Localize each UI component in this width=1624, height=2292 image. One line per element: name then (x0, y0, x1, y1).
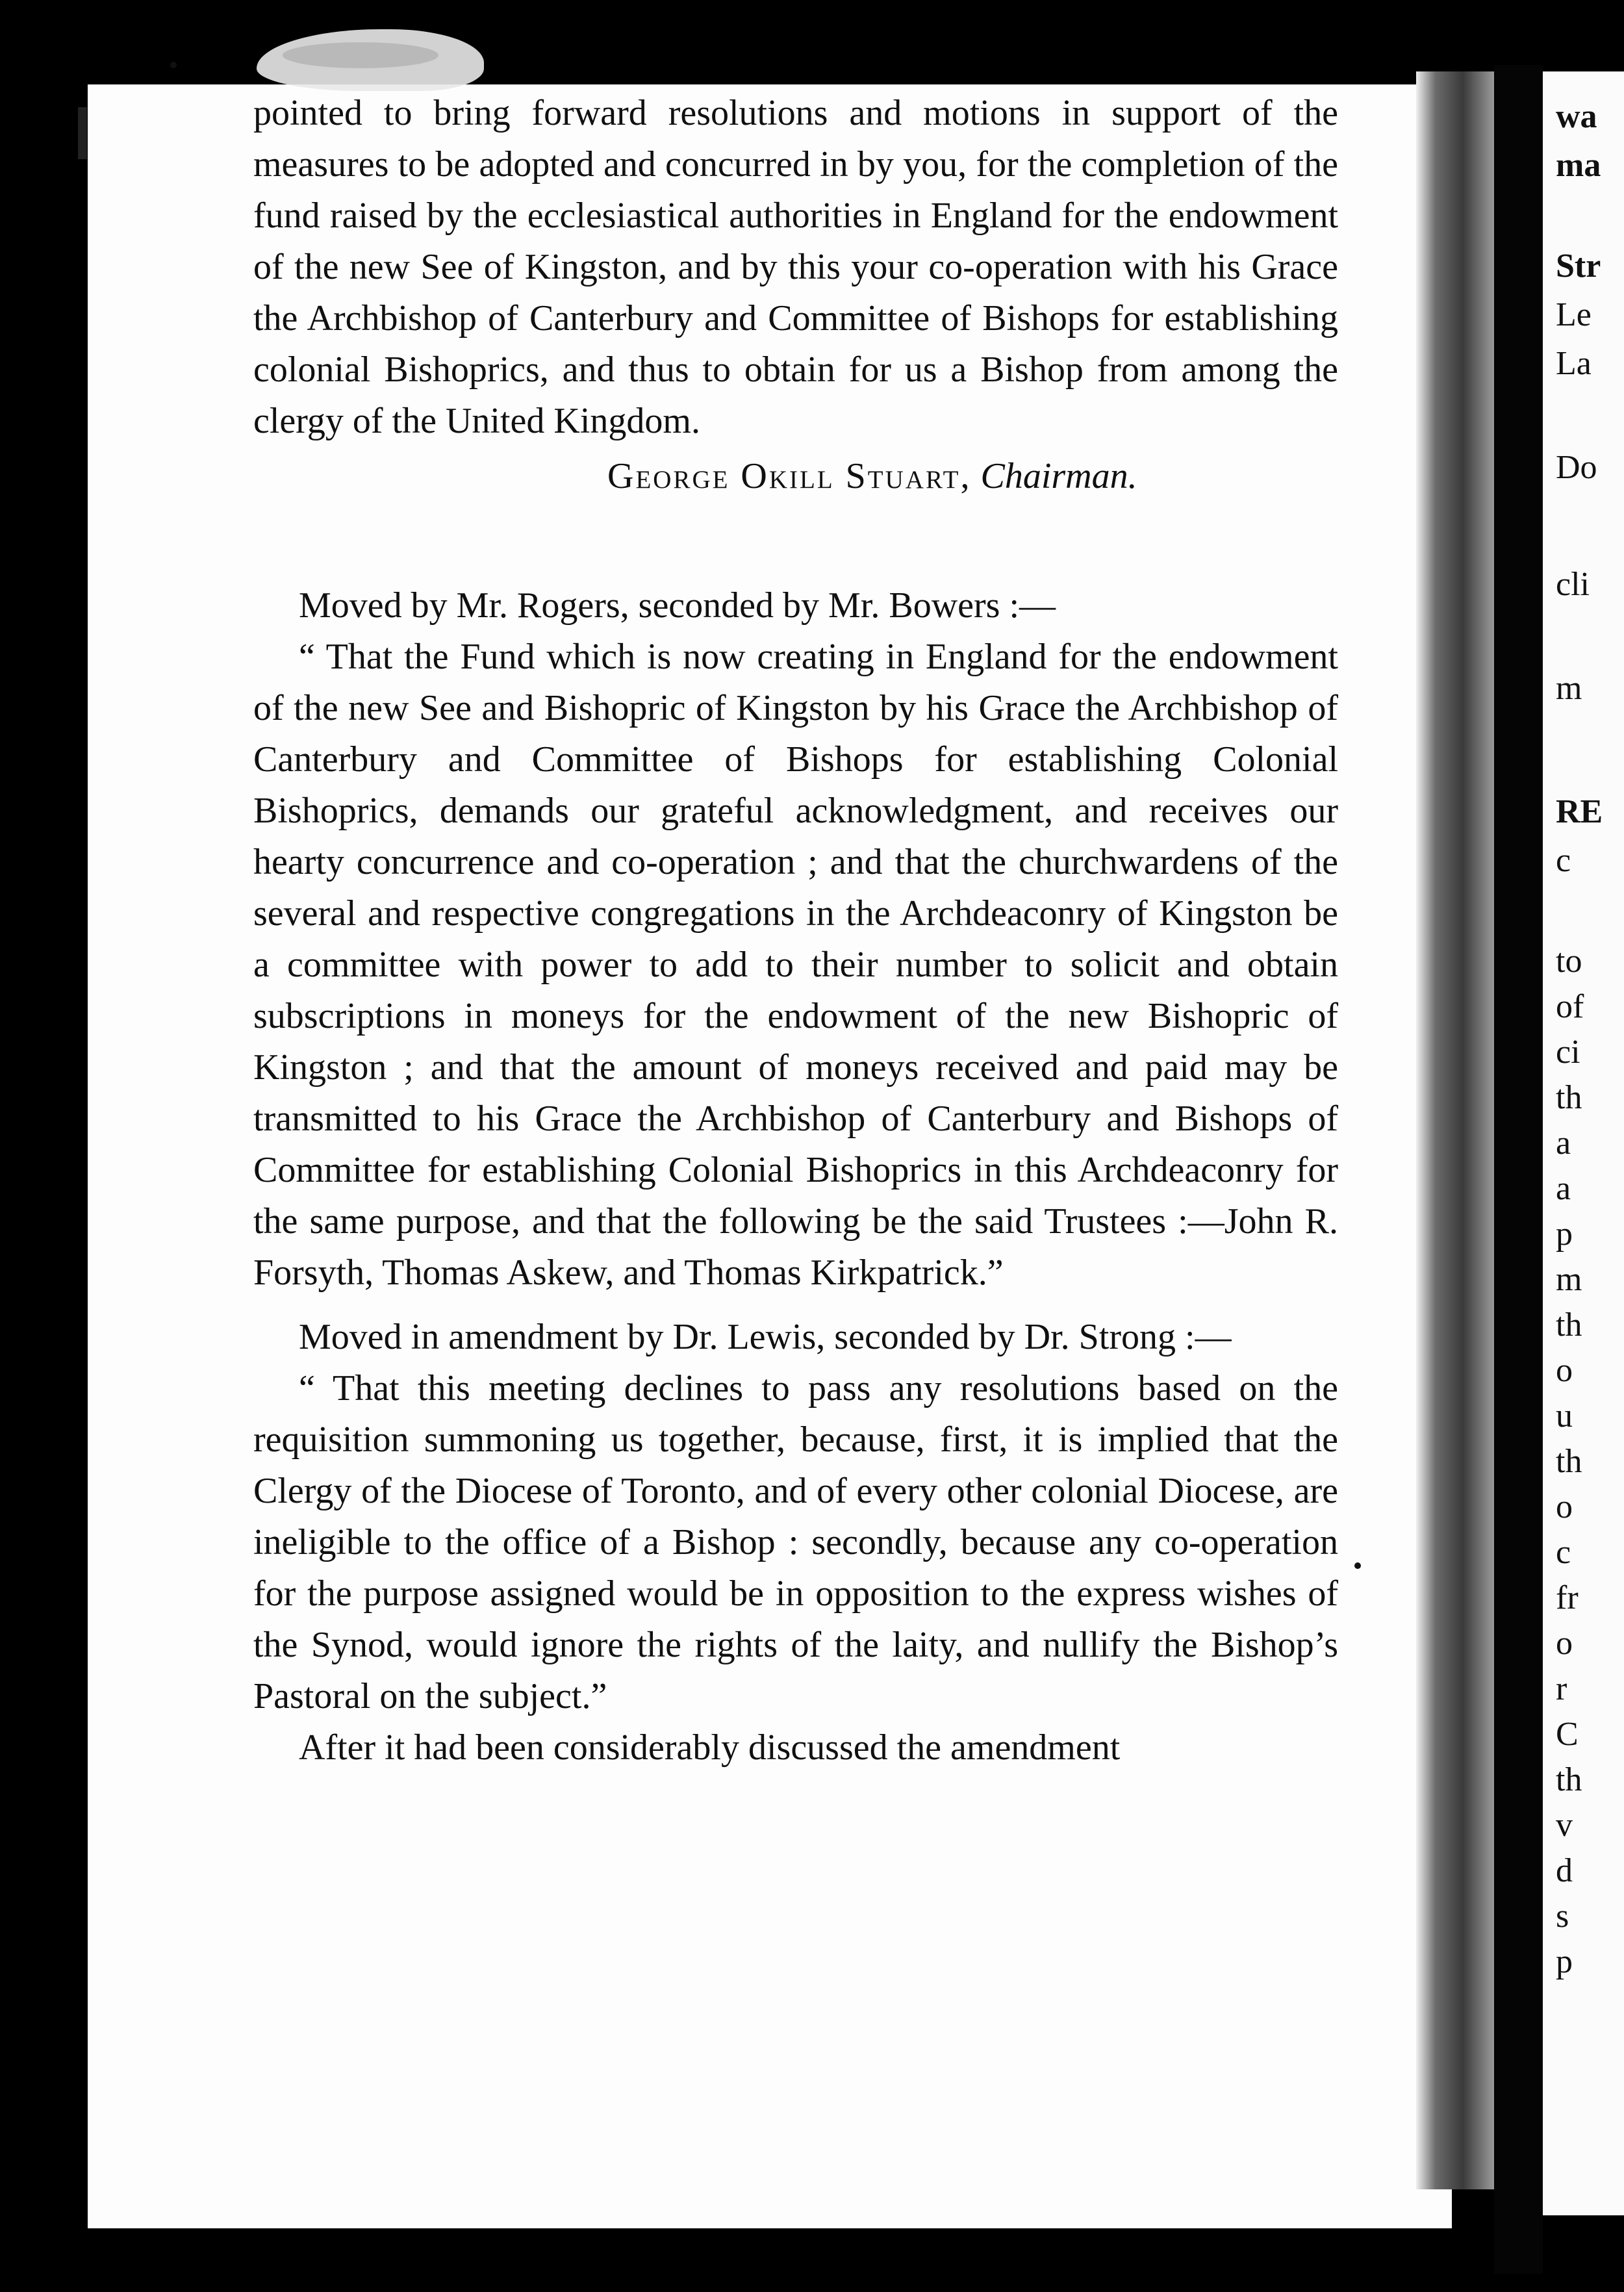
facing-page-fragment: v (1556, 1807, 1573, 1844)
signature-title: Chairman. (980, 456, 1137, 496)
facing-page-fragment: ma (1556, 147, 1601, 184)
facing-page-fragment: Str (1556, 248, 1601, 285)
facing-page-fragment: of (1556, 988, 1584, 1025)
facing-page-fragment: o (1556, 1352, 1573, 1389)
facing-page-fragment: wa (1556, 98, 1597, 135)
facing-page-fragment: u (1556, 1397, 1573, 1434)
facing-page-fragment: th (1556, 1761, 1582, 1798)
facing-page-fragment: p (1556, 1216, 1573, 1253)
gutter (1494, 65, 1543, 2274)
facing-page-fragment: m (1556, 1261, 1582, 1298)
facing-page-fragment: RE (1556, 793, 1603, 830)
opening-paragraph: pointed to bring forward resolutions and motions in support of the measures to be adopted and concurred in by you, for the completion of the fund raised by the ecclesiastical authorities in England for the endowment of the new See of Kingston, and by this your co-operation with his Grace the Archbishop of Canterbury and Committee of Bishops for establishing colonial Bishoprics, and thus to obtain for us a Bishop from among the clergy of the United Kingdom. (253, 93, 1338, 441)
motion-intro: Moved by Mr. Rogers, seconded by Mr. Bowers :— (299, 585, 1056, 626)
facing-page-fragment: c (1556, 1534, 1571, 1571)
facing-page-fragment: c (1556, 842, 1571, 879)
facing-page (1543, 71, 1624, 2215)
facing-page-fragment: o (1556, 1625, 1573, 1662)
binding-shadow (1416, 71, 1494, 2189)
facing-page-fragment: th (1556, 1306, 1582, 1343)
facing-page-fragment: d (1556, 1852, 1573, 1889)
motion-text: “ That the Fund which is now creating in England for the endowment of the new See and Bishopric of Kingston by his Grace the Archbishop of Canterbury and Committee of Bishops for establishing Colonial Bishoprics, demands our grateful acknowledgment, and receives our hearty concurrence and co-operation ; and that the churchwardens of the several and respective congregations in the Archdeaconry of Kingston be a committee with power to add to their number to solicit and obtain subscriptions in moneys for the endowment of the new Bishopric of Kingston ; and that the amount of moneys received and paid may be transmitted to his Grace the Archbishop of Canterbury and Bishops of Committee for establishing Colonial Bishoprics in this Archdeaconry for the same purpose, and that the following be the said Trustees :—John R. Forsyth, Thomas Askew, and Thomas Kirkpatrick.” (253, 637, 1338, 1293)
torn-page-corner (257, 29, 484, 91)
ink-speck (170, 62, 177, 68)
facing-page-fragment: Do (1556, 449, 1597, 486)
signature-name: George Okill Stuart, (607, 456, 972, 496)
closing-line: After it had been considerably discussed the amendment (299, 1727, 1121, 1768)
facing-page-fragment: m (1556, 670, 1582, 707)
facing-page-fragment: to (1556, 943, 1582, 980)
amendment-intro: Moved in amendment by Dr. Lewis, seconded by Dr. Strong :— (299, 1317, 1232, 1357)
facing-page-fragment: p (1556, 1943, 1573, 1980)
page-edge-mark (78, 107, 87, 159)
ink-speck (1354, 1562, 1361, 1569)
facing-page-fragment: th (1556, 1443, 1582, 1480)
facing-page-fragment: cli (1556, 566, 1590, 603)
facing-page-fragment: s (1556, 1898, 1569, 1935)
facing-page-fragment: C (1556, 1716, 1579, 1753)
facing-page-fragment: r (1556, 1670, 1567, 1707)
facing-page-fragment: th (1556, 1079, 1582, 1116)
signature (253, 447, 1338, 505)
facing-page-fragment: a (1556, 1170, 1571, 1207)
facing-page-fragment: fr (1556, 1579, 1579, 1616)
facing-page-fragment: La (1556, 345, 1592, 382)
facing-page-fragment: ci (1556, 1034, 1580, 1071)
facing-page-fragment: Le (1556, 296, 1592, 333)
amendment-text: “ That this meeting declines to pass any resolutions based on the requisition summoning us together, because, first, it is implied that the Clergy of the Diocese of Toronto, and of every other colonial Diocese, are ineligible to the office of a Bishop : secondly, because any co-operation for the purpose assigned would be in opposition to the express wishes of the Synod, would ignore the rights of the laity, and nullify the Bishop’s Pastoral on the subject.” (253, 1368, 1338, 1716)
facing-page-fragment: o (1556, 1488, 1573, 1525)
facing-page-fragment: a (1556, 1125, 1571, 1162)
page-text (253, 88, 1338, 1774)
